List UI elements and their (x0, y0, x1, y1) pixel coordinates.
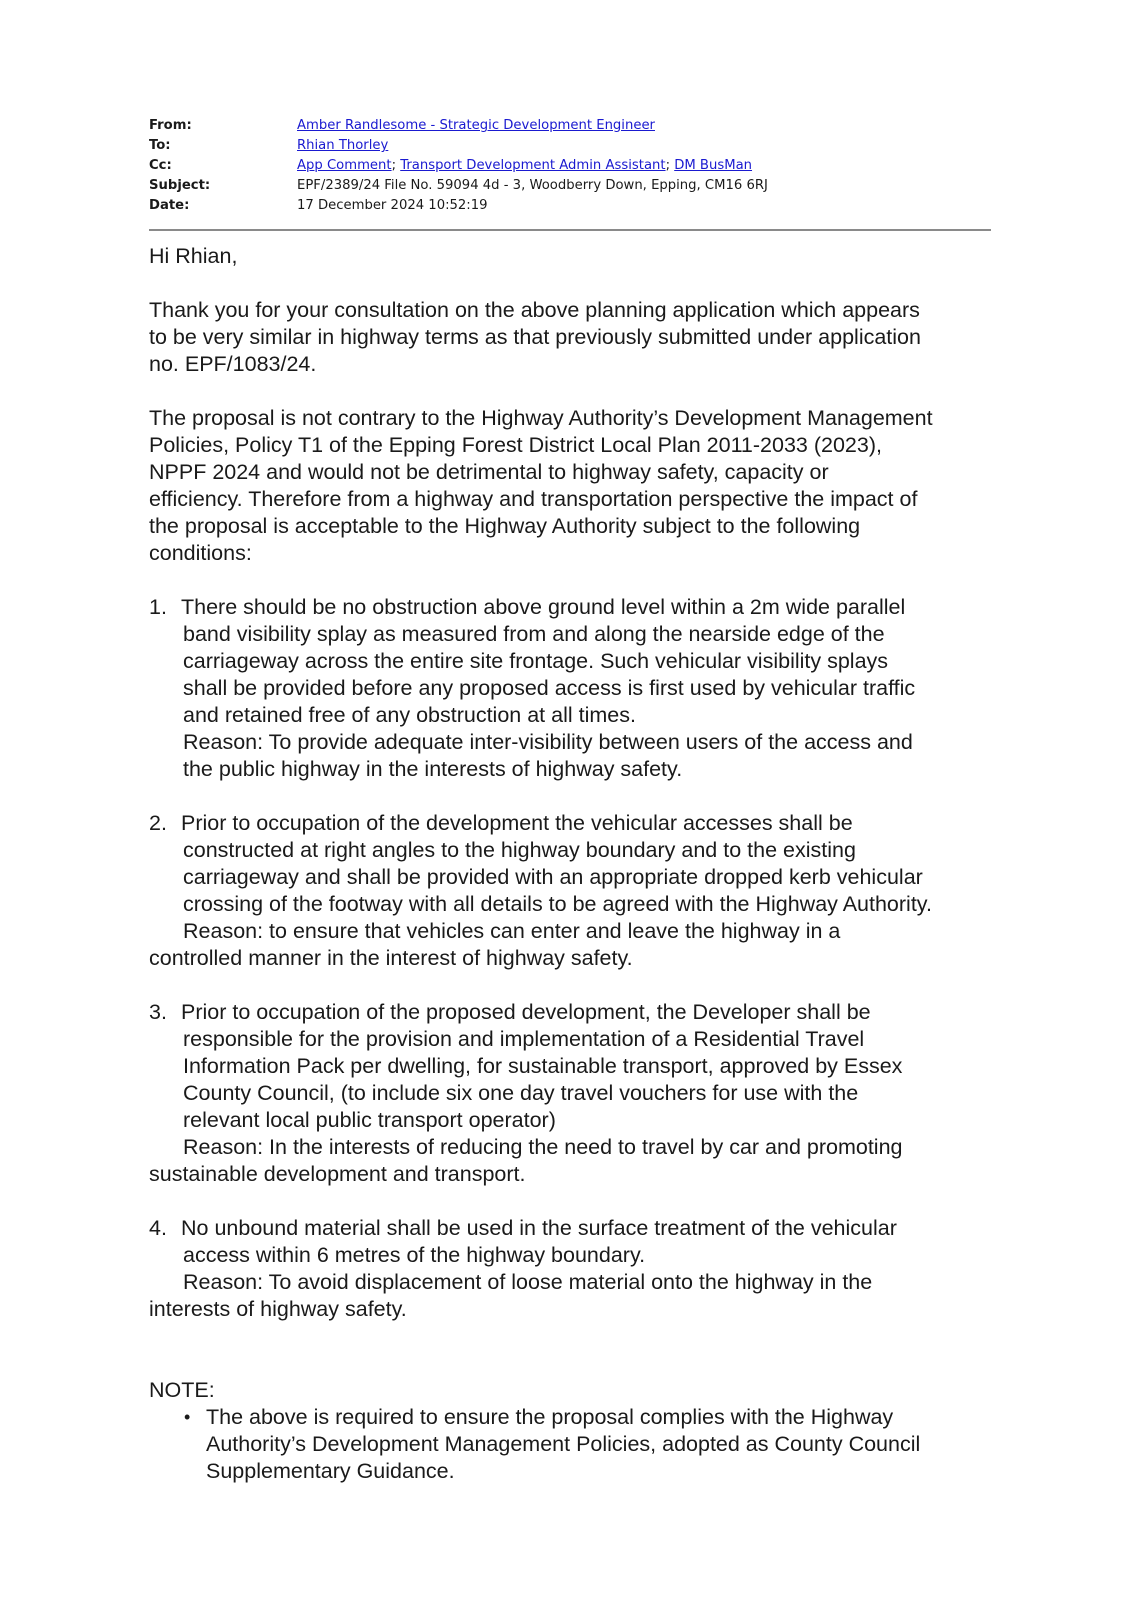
paragraph-line: efficiency. Therefore from a highway and transportation perspective the impact of (149, 487, 918, 511)
condition-line: band visibility splay as measured from and along the nearside edge of the (183, 622, 885, 646)
header-divider (149, 229, 991, 231)
condition-1 (149, 594, 999, 783)
condition-number: 1. (149, 595, 167, 619)
paragraph-line: the proposal is acceptable to the Highway Authority subject to the following (149, 514, 861, 538)
condition-line: constructed at right angles to the highway boundary and to the existing (183, 838, 856, 862)
condition-4 (149, 1215, 999, 1323)
note-line: • The above is required to ensure the proposal complies with the Highway (206, 1405, 894, 1429)
recipient-link[interactable]: Rhian Thorley (297, 138, 389, 153)
condition-line: access within 6 metres of the highway boundary. (183, 1243, 646, 1267)
condition-line: Information Pack per dwelling, for sustainable transport, approved by Essex (183, 1054, 903, 1078)
from-value (297, 116, 991, 136)
condition-line: shall be provided before any proposed access is first used by vehicular traffic (183, 676, 916, 700)
date-value: 17 December 2024 10:52:19 (297, 198, 488, 213)
paragraph-line: conditions: (149, 541, 252, 565)
cc-link-app-comment[interactable]: App Comment (297, 158, 392, 173)
condition-reason-cont: controlled manner in the interest of highway safety. (149, 946, 633, 970)
cc-separator: ; (391, 158, 401, 173)
sender-link[interactable]: Amber Randlesome - Strategic Development Engineer (297, 118, 655, 133)
condition-reason: Reason: To avoid displacement of loose material onto the highway in the (183, 1270, 873, 1294)
note-line: Authority’s Development Management Policies, adopted as County Council (206, 1432, 921, 1456)
condition-3 (149, 999, 999, 1188)
condition-text: Prior to occupation of the development the vehicular accesses shall be (181, 811, 853, 835)
condition-number: 2. (149, 811, 167, 835)
condition-line: responsible for the provision and implementation of a Residential Travel (183, 1027, 865, 1051)
note-line: Supplementary Guidance. (206, 1459, 455, 1483)
note-title: NOTE: (149, 1378, 215, 1402)
header-row-subject (149, 176, 991, 196)
email-header (149, 116, 991, 216)
condition-line: crossing of the footway with all details to be agreed with the Highway Authority. (183, 892, 932, 916)
date-label: Date: (149, 198, 190, 213)
note-list (149, 1404, 999, 1485)
cc-separator: ; (665, 158, 675, 173)
paragraph-line: NPPF 2024 and would not be detrimental to highway safety, capacity or (149, 460, 829, 484)
to-label: To: (149, 138, 171, 153)
paragraph-line: The proposal is not contrary to the Highway Authority’s Development Management (149, 406, 933, 430)
paragraph-line: Thank you for your consultation on the above planning application which appears (149, 298, 920, 322)
condition-line: and retained free of any obstruction at all times. (183, 703, 636, 727)
condition-reason-cont: interests of highway safety. (149, 1297, 407, 1321)
condition-line: County Council, (to include six one day travel vouchers for use with the (183, 1081, 859, 1105)
condition-line: carriageway across the entire site frontage. Such vehicular visibility splays (183, 649, 889, 673)
header-row-date (149, 196, 991, 216)
condition-2 (149, 810, 999, 972)
condition-first-line (149, 810, 999, 837)
condition-text: No unbound material shall be used in the surface treatment of the vehicular (181, 1216, 897, 1240)
condition-line: carriageway and shall be provided with an appropriate dropped kerb vehicular (183, 865, 923, 889)
subject-value: EPF/2389/24 File No. 59094 4d - 3, Woodberry Down, Epping, CM16 6RJ (297, 178, 768, 193)
paragraph-line: to be very similar in highway terms as that previously submitted under application (149, 325, 921, 349)
condition-number: 4. (149, 1216, 167, 1240)
cc-link-dm-busman[interactable]: DM BusMan (674, 158, 753, 173)
header-row-to (149, 136, 991, 156)
condition-text: Prior to occupation of the proposed development, the Developer shall be (181, 1000, 871, 1024)
condition-text: There should be no obstruction above ground level within a 2m wide parallel (181, 595, 906, 619)
condition-reason-cont: the public highway in the interests of highway safety. (183, 757, 683, 781)
cc-link-transport-admin[interactable]: Transport Development Admin Assistant (400, 158, 666, 173)
subject-label: Subject: (149, 178, 211, 193)
condition-reason: Reason: to ensure that vehicles can enter and leave the highway in a (183, 919, 841, 943)
from-label: From: (149, 118, 192, 133)
condition-first-line (149, 594, 999, 621)
paragraph-line: Policies, Policy T1 of the Epping Forest District Local Plan 2011-2033 (2023), (149, 433, 882, 457)
condition-reason: Reason: In the interests of reducing the need to travel by car and promoting (183, 1135, 903, 1159)
email-body (149, 243, 999, 1485)
condition-number: 3. (149, 1000, 167, 1024)
paragraph-line: no. EPF/1083/24. (149, 352, 317, 376)
greeting: Hi Rhian, (149, 244, 238, 268)
header-row-from (149, 116, 991, 136)
paragraph-intro (149, 297, 999, 378)
to-value (297, 136, 991, 156)
condition-reason-cont: sustainable development and transport. (149, 1162, 526, 1186)
condition-line: relevant local public transport operator) (183, 1108, 556, 1132)
condition-reason: Reason: To provide adequate inter-visibility between users of the access and (183, 730, 913, 754)
cc-value (297, 156, 991, 176)
paragraph-assessment (149, 405, 999, 567)
cc-label: Cc: (149, 158, 172, 173)
condition-first-line (149, 999, 999, 1026)
note-bullet (206, 1404, 999, 1485)
header-row-cc (149, 156, 991, 176)
condition-first-line (149, 1215, 999, 1242)
